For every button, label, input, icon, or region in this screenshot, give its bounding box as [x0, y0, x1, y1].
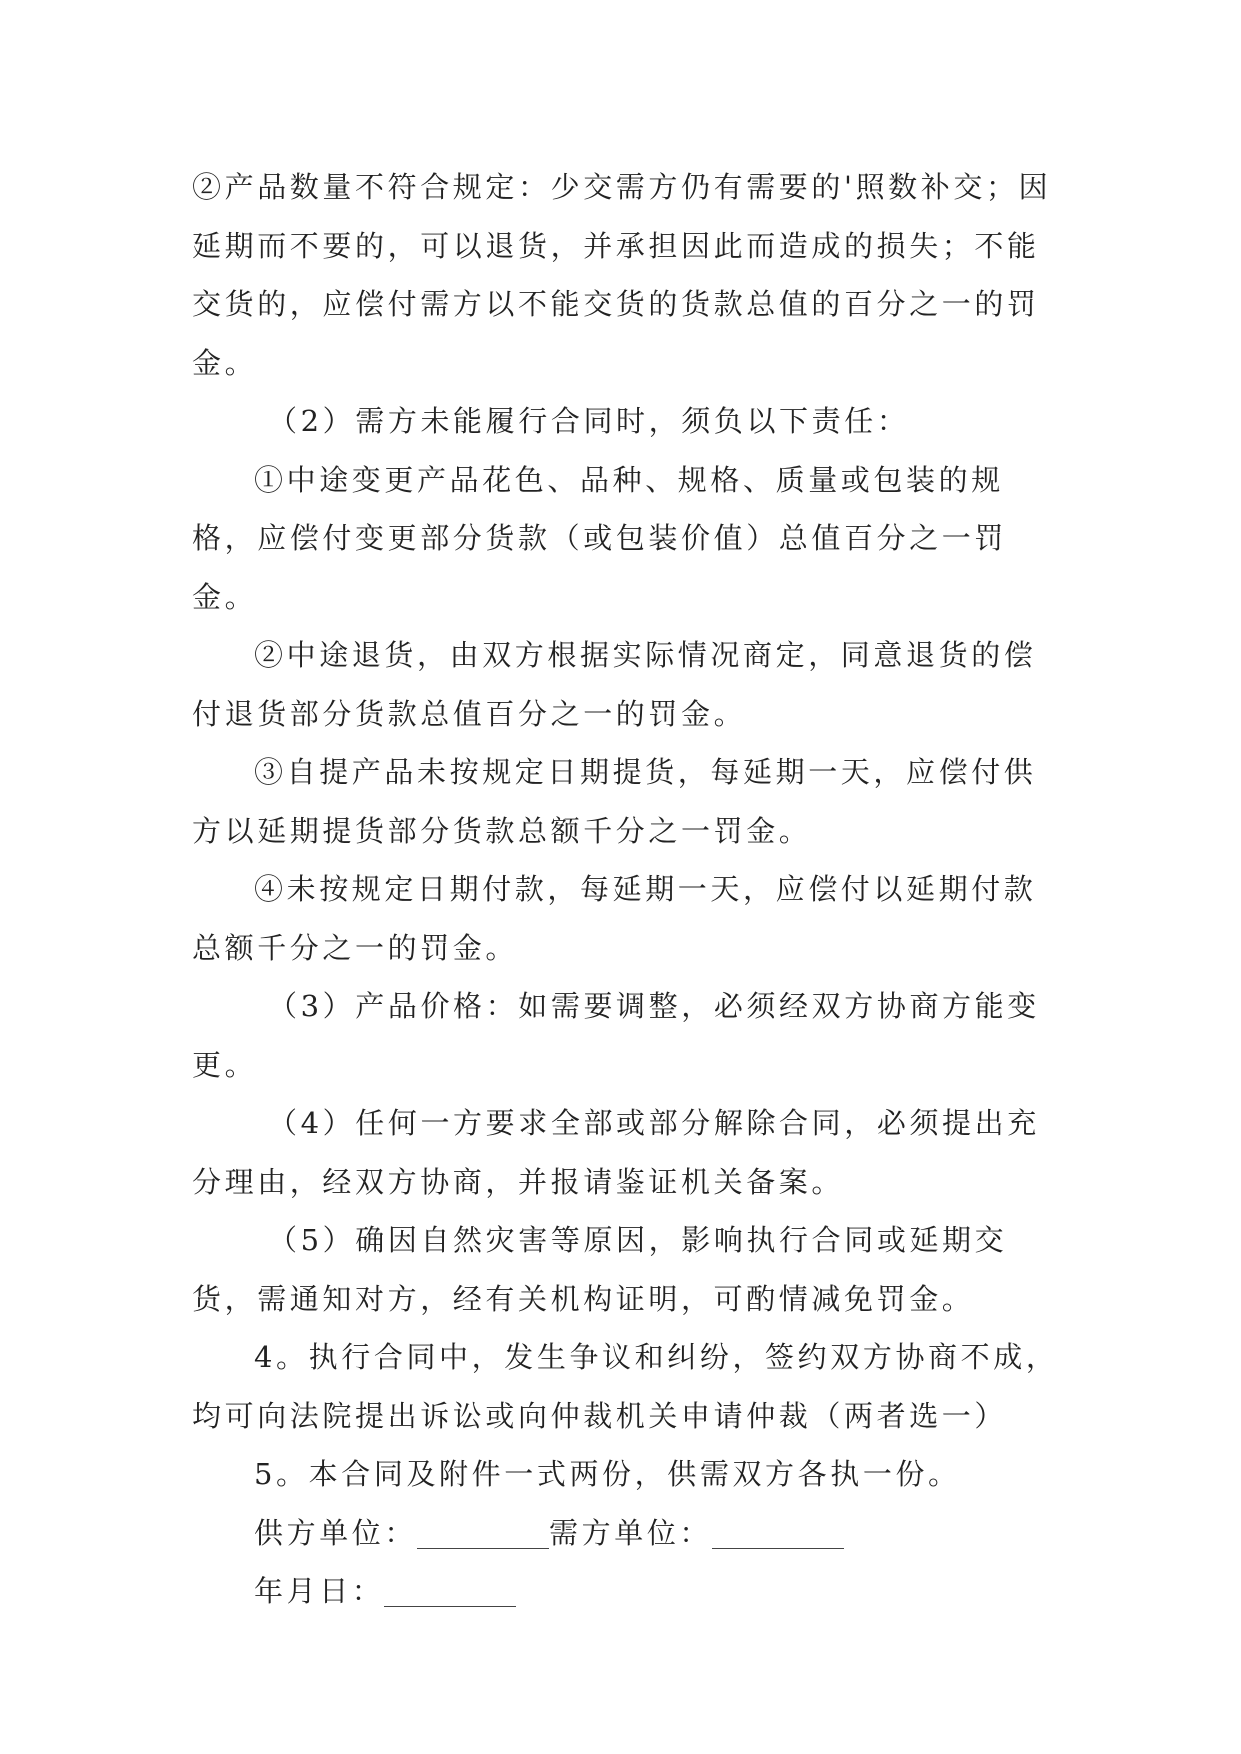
paragraph-late-payment: ④未按规定日期付款，每延期一天，应偿付以延期付款总额千分之一的罚金。 [192, 872, 1037, 965]
paragraph-termination: （4）任何一方要求全部或部分解除合同，必须提出充分理由，经双方协商，并报请鉴证机关备案。 [192, 1106, 1040, 1199]
supplier-unit-label: 供方单位： [254, 1515, 418, 1550]
paragraph-price-adjustment: （3）产品价格：如需要调整，必须经双方协商方能变更。 [192, 989, 1040, 1082]
buyer-unit-label: 需方单位： [549, 1515, 713, 1550]
paragraph-change-spec: ①中途变更产品花色、品种、规格、质量或包装的规格，应偿付变更部分货款（或包装价值）总值百分之一罚金。 [192, 462, 1008, 614]
date-label: 年月日： [254, 1574, 385, 1608]
paragraph-force-majeure: （5）确因自然灾害等原因，影响执行合同或延期交货，需通知对方，经有关机构证明，可酌情减免罚金。 [192, 1223, 1008, 1316]
paragraph-dispute-resolution: 4。执行合同中，发生争议和纠纷，签约双方协商不成，均可向法院提出诉讼或向仲裁机关申请仲裁（两者选一） [192, 1340, 1059, 1433]
paragraph-copies: 5。本合同及附件一式两份，供需双方各执一份。 [254, 1457, 961, 1491]
signature-units-line [192, 1504, 1062, 1563]
paragraph-buyer-liability-heading: （2）需方未能履行合同时，须负以下责任： [268, 404, 910, 438]
paragraph-return-goods: ②中途退货，由双方根据实际情况商定，同意退货的偿付退货部分货款总值百分之一的罚金。 [192, 638, 1037, 731]
date-blank [384, 1574, 516, 1607]
buyer-unit-blank [712, 1516, 844, 1549]
paragraph-self-pickup: ③自提产品未按规定日期提货，每延期一天，应偿付供方以延期提货部分货款总额千分之一罚金。 [192, 755, 1037, 848]
signature-date-line [192, 1562, 1062, 1621]
supplier-unit-blank [417, 1516, 549, 1549]
contract-body [192, 158, 1062, 1621]
paragraph-quantity-clause: ②产品数量不符合规定：少交需方仍有需要的'照数补交；因延期而不要的，可以退货，并承担因此而造成的损失；不能交货的，应偿付需方以不能交货的货款总值的百分之一的罚金。 [192, 170, 1052, 380]
